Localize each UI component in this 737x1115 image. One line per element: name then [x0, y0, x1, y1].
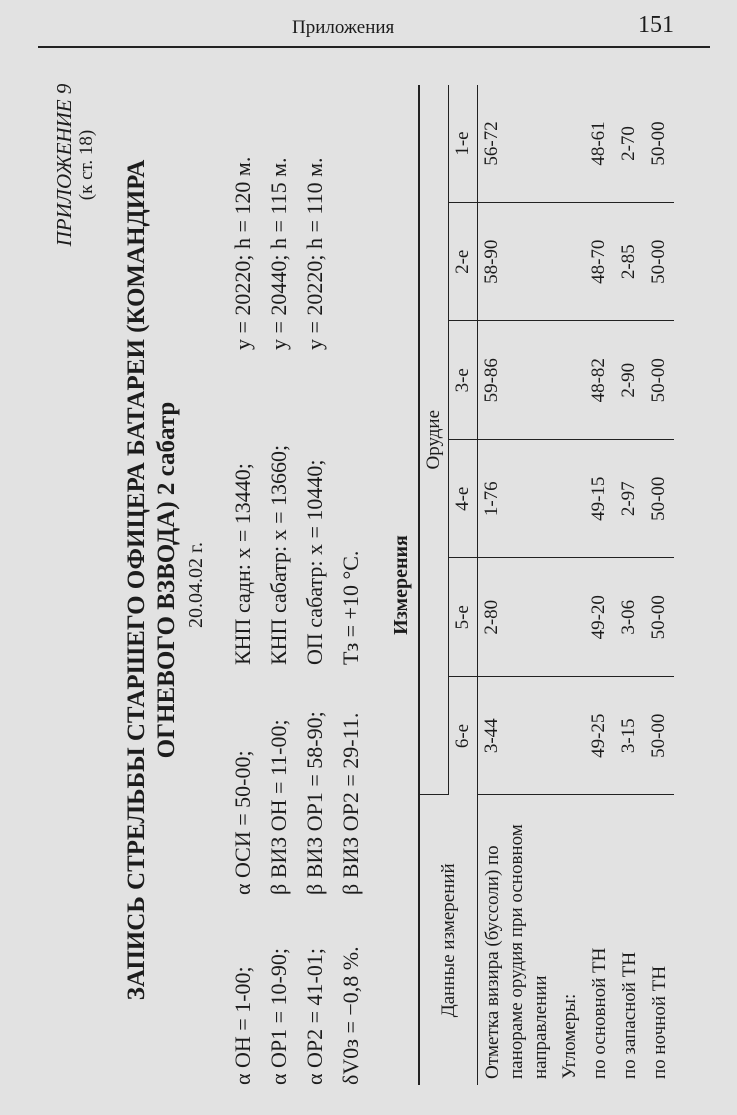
rotated-page-content	[30, 45, 710, 1085]
title-line-2: ОГНЕВОГО ВЗВОДА) 2 сабатр	[152, 401, 180, 759]
cell-value: 49-15	[585, 440, 615, 559]
table-row	[615, 85, 645, 1085]
row-label: по основной ТН	[589, 947, 610, 1079]
gun-header: 4-е	[449, 440, 478, 559]
gun-header: 2-е	[449, 203, 478, 322]
param-cell: β ВИЗ ОР1 = 58-90;	[302, 711, 327, 895]
appendix-number: ПРИЛОЖЕНИЕ 9	[52, 83, 76, 247]
param-cell: y = 20220; h = 120 м.	[230, 156, 255, 350]
cell-value: 56-72	[478, 85, 556, 203]
cell-value: 49-25	[585, 677, 615, 796]
cell-value: 2-70	[615, 85, 645, 203]
col-guns-header: Орудие	[419, 85, 449, 795]
param-cell: α ОН = 1-00;	[230, 966, 255, 1085]
cell-value: 3-06	[615, 558, 645, 677]
cell-value: 2-80	[478, 558, 556, 677]
measurements-heading: Измерения	[390, 535, 412, 635]
row-label: по запасной ТН	[618, 951, 640, 1079]
param-row	[261, 45, 297, 1085]
table-header-row	[419, 85, 449, 1085]
appendix-reference: (к ст. 18)	[76, 129, 98, 201]
cell-value	[555, 203, 585, 322]
param-cell: y = 20440; h = 115 м.	[266, 157, 291, 350]
cell-value: 50-00	[645, 321, 675, 440]
cell-value	[555, 558, 585, 677]
param-cell: КНП сабатр: x = 13660;	[266, 444, 291, 665]
param-row	[225, 45, 261, 1085]
cell-value	[555, 440, 585, 559]
cell-value	[555, 677, 585, 796]
param-cell: α ОСИ = 50-00;	[230, 750, 255, 895]
param-cell: y = 20220; h = 110 м.	[302, 157, 327, 350]
cell-value: 48-61	[585, 85, 615, 203]
table-row	[645, 85, 675, 1085]
param-cell: α ОР1 = 10-90;	[266, 948, 291, 1085]
cell-value: 3-15	[615, 677, 645, 796]
cell-value: 50-00	[645, 85, 675, 203]
param-row	[297, 45, 333, 1085]
cell-value: 2-97	[615, 440, 645, 559]
running-title: Приложения	[292, 17, 395, 38]
cell-value: 48-82	[585, 321, 615, 440]
page-header	[0, 0, 737, 48]
cell-value: 2-85	[615, 203, 645, 322]
firing-parameters	[225, 45, 369, 1085]
param-cell: КНП садн: x = 13440;	[230, 463, 255, 665]
cell-value: 1-76	[478, 440, 556, 559]
param-cell: Tз = +10 °С.	[338, 550, 363, 665]
gun-header: 5-е	[449, 558, 478, 677]
param-cell: ОП сабатр: x = 10440;	[302, 459, 327, 665]
row-label: Угломеры:	[559, 993, 581, 1079]
cell-value: 50-00	[645, 677, 675, 796]
table-row	[585, 85, 615, 1085]
title-line-1: ЗАПИСЬ СТРЕЛЬБЫ СТАРШЕГО ОФИЦЕРА БАТАРЕИ (КОМАНДИРА	[123, 159, 150, 1001]
cell-value	[555, 321, 585, 440]
gun-header: 3-е	[449, 321, 478, 440]
param-cell: α ОР2 = 41-01;	[302, 948, 327, 1085]
page-number: 151	[638, 12, 674, 38]
cell-value	[555, 85, 585, 203]
cell-value: 3-44	[478, 677, 556, 796]
cell-value: 48-70	[585, 203, 615, 322]
row-label: Отметка визира (буссоли) по панораме орудия при основном направлении	[482, 824, 551, 1079]
cell-value: 2-90	[615, 321, 645, 440]
cell-value: 59-86	[478, 321, 556, 440]
measurements-table	[418, 85, 674, 1085]
col-data-header: Данные измерений	[419, 795, 478, 1085]
gun-header: 6-е	[449, 677, 478, 796]
gun-header: 1-е	[449, 85, 478, 203]
param-cell: δV0з = −0,8 %.	[338, 946, 363, 1085]
appendix-label	[52, 45, 98, 285]
record-date: 20.04.02 г.	[185, 542, 207, 628]
table-row	[555, 85, 585, 1085]
cell-value: 50-00	[645, 558, 675, 677]
cell-value: 49-20	[585, 558, 615, 677]
param-cell: β ВИЗ ОН = 11-00;	[266, 719, 291, 895]
cell-value: 58-90	[478, 203, 556, 322]
cell-value: 50-00	[645, 440, 675, 559]
param-cell: β ВИЗ ОР2 = 29-11.	[338, 712, 363, 895]
cell-value: 50-00	[645, 203, 675, 322]
table-row	[478, 85, 556, 1085]
param-row	[333, 45, 369, 1085]
document-title	[122, 85, 181, 1075]
row-label: по ночной ТН	[648, 965, 670, 1079]
